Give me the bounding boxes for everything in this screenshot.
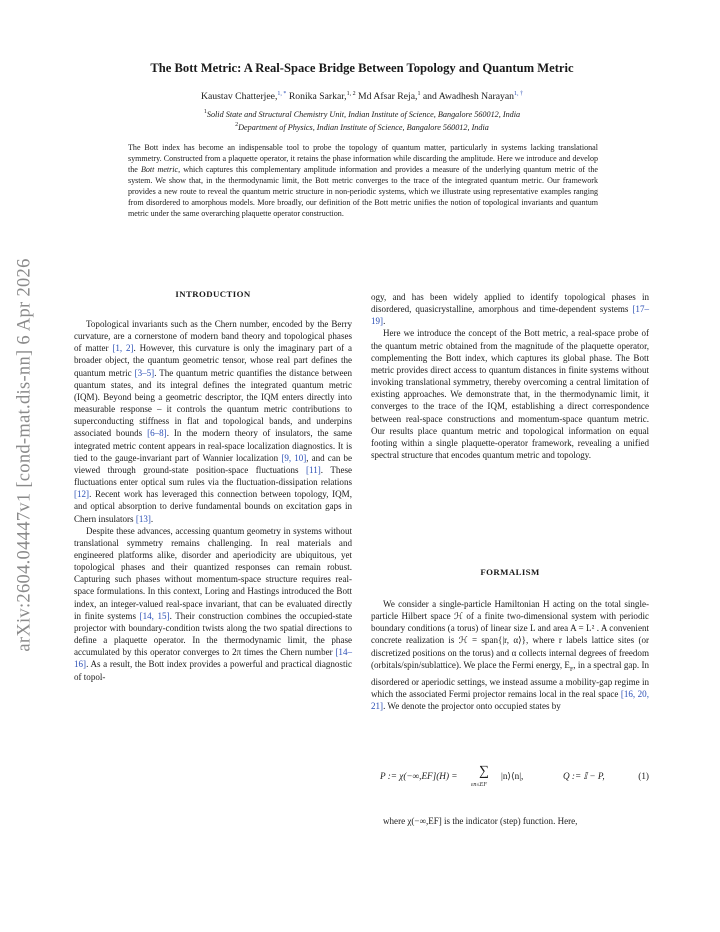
affiliation-2 bbox=[74, 121, 650, 134]
affiliation-number: 2 bbox=[235, 122, 239, 128]
author-affiliation-mark[interactable]: 1, * bbox=[277, 91, 287, 97]
affiliation-number: 1 bbox=[203, 109, 207, 115]
affiliation-1 bbox=[74, 108, 650, 121]
author-affiliation-mark: 1, 2 bbox=[346, 91, 356, 97]
affiliation-text: Department of Physics, Indian Institute of Science, Bangalore 560012, India bbox=[238, 123, 489, 132]
paper-title: The Bott Metric: A Real-Space Bridge Between Topology and Quantum Metric bbox=[150, 61, 574, 75]
equation-lhs: P := χ(−∞,EF](H) = bbox=[380, 771, 458, 781]
citation-link[interactable]: [6–8] bbox=[147, 428, 167, 439]
continued-paragraph: ogy, and has been widely applied to identify topological phases in disordered, quasicrystalline, amorphous and time-dependent systems [17–19]. bbox=[371, 292, 649, 327]
abstract-text: The Bott index has become an indispensable tool to probe the topology of quantum matter, particularly in systems lacking translational symmetry. Constructed from a plaquette operator, it retains the phase information while discarding the amplitude. Here we introduce and develop the bbox=[128, 143, 598, 175]
arxiv-identifier: arXiv:2604.04447v1 [cond-mat.dis-nn] 6 Apr 2026 bbox=[14, 258, 35, 652]
affiliation-text: Solid State and Structural Chemistry Unit, Indian Institute of Science, Bangalore 560012, India bbox=[206, 110, 521, 119]
abstract bbox=[128, 142, 598, 219]
right-column bbox=[371, 291, 649, 461]
formalism-paragraph-1: We consider a single-particle Hamiltonian H acting on the total single-particle Hilbert space ℋ of a finite two-dimensional system with periodic boundary conditions (a torus) of linear size L and area A = L² . A convenient concrete realization is ℋ = span{|r, α⟩}, where r labels lattice sites (or discretized positions on the torus) and α collects internal degrees of freedom (orbitals/spin/sublattice). We place the Fermi energy, $E_F$, in a spectral gap. In disordered or aperiodic settings, we instead assume a mobility-gap regime in which the associated Fermi projector remains local in the real space [16, 20, 21]. We denote the projector onto occupied states by bbox=[371, 599, 649, 712]
citation-link[interactable]: [16, 20, 21] bbox=[371, 688, 649, 712]
citation-link[interactable]: [12] bbox=[74, 489, 90, 500]
citation-link[interactable]: [14–16] bbox=[74, 647, 352, 670]
citation-link[interactable]: [3–5] bbox=[134, 367, 155, 378]
author-name: Md Afsar Reja, bbox=[355, 91, 418, 102]
author-affiliation-mark: 1 bbox=[417, 91, 421, 97]
author-list bbox=[74, 91, 650, 102]
author-name: Ronika Sarkar, bbox=[286, 91, 347, 102]
abstract-emphasis: Bott metric bbox=[140, 165, 179, 175]
intro-paragraph-2: Despite these advances, accessing quantum geometry in systems without translational symmetry remains challenging. In real materials and engineered platforms alike, disorder and aperiodicity are ubiquitous, yet topological phases and their quantized responses can remain robust. Capturing such phases without momentum-space structure requires real-space formulations. In this context, Loring and Hastings introduced the Bott index, an integer-valued real-space invariant, that can be evaluated directly in finite systems [14, 15]. Their construction combines the occupied-state projector with boundary-condition twists along the two spatial directions to define a plaquette operator. In the thermodynamic limit, the phase accumulated by this operator converges to 2π times the Chern number [14–16]. As a result, the Bott index provides a powerful and practical diagnostic of topol- bbox=[74, 525, 352, 682]
citation-link[interactable]: [17–19] bbox=[371, 304, 649, 327]
summation-limit: εn≤EF bbox=[471, 782, 487, 788]
section-heading-introduction: INTRODUCTION bbox=[175, 289, 251, 299]
equation-complement: Q := 𝕀 − P, bbox=[563, 771, 605, 781]
left-column bbox=[74, 318, 352, 683]
affiliations bbox=[74, 108, 650, 134]
citation-link[interactable]: [14, 15] bbox=[139, 610, 170, 621]
author-affiliation-mark[interactable]: 1, † bbox=[513, 91, 523, 97]
citation-link[interactable]: [9, 10] bbox=[281, 452, 307, 463]
intro-paragraph-3: Here we introduce the concept of the Bott metric, a real-space probe of the quantum metric obtained from the magnitude of the plaquette operator, complementing the Bott index, which captures its global phase. The Bott metric provides direct access to quantum distances in finite systems without invoking translational symmetry, thereby overcoming a central limitation of existing approaches. We demonstrate that, in the thermodynamic limit, it converges to the trace of the IQM, establishing a direct correspondence between real-space constructions and momentum-space quantum metric. Our results place quantum metric and topological information on equal footing within a single plaquette-operator framework, revealing a unified spectral structure that encodes quantum metric and topology. bbox=[371, 328, 649, 461]
author-name: Kaustav Chatterjee, bbox=[201, 91, 278, 102]
citation-link[interactable]: [11] bbox=[306, 464, 321, 475]
equation-number: (1) bbox=[638, 771, 649, 781]
abstract-text: , which captures this complementary amplitude information and provides a measure of the underlying quantum metric of the system. We show that, in the thermodynamic limit, the Bott metric converges to the trace of the integrated quantum metric. Our framework provides a new route to reveal the quantum metric structure in non-periodic systems, which we illustrate using representative examples ranging from disordered to amorphous models. More broadly, our definition of the Bott metric unifies the notion of topological invariants and quantum metric under the same overarching plaquette operator construction. bbox=[128, 165, 599, 219]
summation-symbol: ∑ bbox=[479, 764, 489, 779]
section-heading-formalism: FORMALISM bbox=[480, 567, 540, 577]
equation-1 bbox=[371, 764, 649, 797]
citation-link[interactable]: [13] bbox=[135, 513, 151, 524]
intro-paragraph-1: Topological invariants such as the Chern number, encoded by the Berry curvature, are a cornerstone of modern band theory and topological phases of matter [1, 2]. However, this curvature is only the imaginary part of a broader object, the quantum geometric tensor, whose real part defines the quantum metric [3–5]. The quantum metric quantifies the distance between quantum states, and its integral defines the integrated quantum metric (IQM). Beyond being a geometric descriptor, the IQM enters directly into measurable response – it controls the quantum metric contributions to superconducting stiffness in flat and topological bands, and underpins associated bounds [6–8]. In the modern theory of insulators, the same integrated metric content appears in real-space localization diagnostics. It is tied to the gauge-invariant part of Wannier localization [9, 10], and can be viewed through ground-state position-space fluctuations [11]. These fluctuations enter optical sum rules via the fluctuation-dissipation relations [12]. Recent work has leveraged this connection between topology, IQM, and optical absorption to derive fundamental bounds on excitation gaps in Chern insulators [13]. bbox=[74, 319, 353, 524]
equation-projector: |n⟩⟨n|, bbox=[501, 771, 524, 781]
citation-link[interactable]: [1, 2] bbox=[112, 343, 134, 354]
author-name: and Awadhesh Narayan bbox=[420, 91, 514, 102]
formalism-body bbox=[371, 598, 649, 712]
formalism-paragraph-2: where χ(−∞,EF] is the indicator (step) function. Here, bbox=[383, 816, 578, 826]
